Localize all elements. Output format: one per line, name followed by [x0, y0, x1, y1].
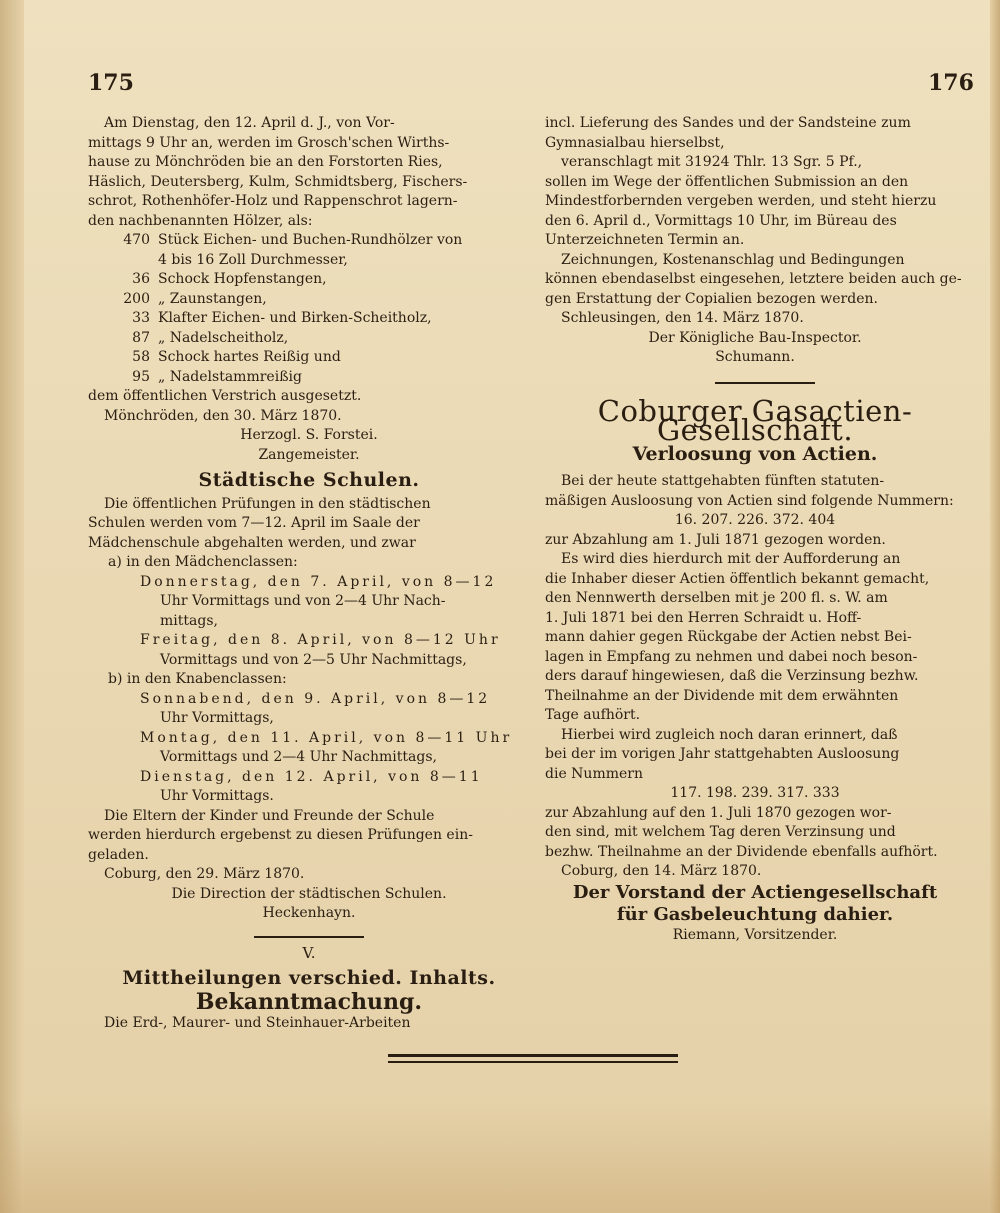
schools-notice: [88, 471, 530, 924]
text-line: mann dahier gegen Rückgabe der Actien nebst Bei-: [545, 629, 912, 645]
text-line: zur Abzahlung auf den 1. Juli 1870 gezogen wor-: [545, 804, 892, 821]
schedule-line: Vormittags und von 2—5 Uhr Nachmittags,: [160, 651, 467, 668]
text-line: Die öffentlichen Prüfungen in den städtischen: [104, 495, 431, 512]
right-column: [545, 114, 965, 945]
text-line: incl. Lieferung des Sandes und der Sandsteine zum: [545, 115, 911, 131]
text-line: Es wird dies hierdurch mit der Aufforderung an: [561, 551, 901, 567]
item-text: „ Nadelscheitholz,: [158, 329, 289, 346]
text-line: Die Eltern der Kinder und Freunde der Schule: [104, 807, 435, 824]
authority: für Gasbeleuchtung dahier.: [616, 903, 894, 925]
text-line: Am Dienstag, den 12. April d. J., von Vor-: [104, 115, 395, 131]
text-line: bezhw. Theilnahme an der Dividende ebenfalls aufhört.: [545, 843, 938, 860]
text-line: Hierbei wird zugleich noch daran erinnert, daß: [561, 726, 898, 743]
wood-item: [88, 329, 530, 349]
text-line: Unterzeichneten Termin an.: [545, 232, 745, 248]
drawn-numbers: 117. 198. 239. 317. 333: [670, 785, 840, 801]
text-line: Gymnasialbau hierselbst,: [545, 134, 725, 151]
item-quantity: 58: [132, 349, 150, 365]
section-heading: Städtische Schulen.: [198, 469, 420, 491]
wood-item: [88, 251, 530, 271]
item-quantity: 36: [132, 271, 150, 287]
page-edge-right: [990, 0, 1000, 1213]
page-number-right: 176: [928, 70, 974, 96]
text-line: ders darauf hingewiesen, daß die Verzinsung bezhw.: [545, 668, 919, 684]
subsection-label: a) in den Mädchenclassen:: [108, 554, 298, 570]
text-line: Mindestforbernden vergeben werden, und steht hierzu: [545, 193, 937, 209]
schedule-line: Montag, den 11. April, von 8—11 Uhr: [140, 729, 513, 746]
text-line: den Nennwerth derselben mit je 200 fl. s. W. am: [545, 590, 888, 606]
text-line: mittags 9 Uhr an, werden im Grosch'schen Wirths-: [88, 134, 450, 151]
item-quantity: 95: [132, 368, 150, 385]
signer: Heckenhayn.: [262, 905, 356, 921]
text-line: Theilnahme an der Dividende mit dem erwähnten: [545, 687, 899, 704]
place-date: Schleusingen, den 14. März 1870.: [561, 310, 804, 326]
item-quantity: 33: [132, 310, 150, 326]
text-line: schrot, Rothenhöfer-Holz und Rappenschrot lagern-: [88, 193, 458, 209]
text-line: Die Erd-, Maurer- und Steinhauer-Arbeiten: [104, 1015, 411, 1031]
building-notice: [545, 114, 965, 368]
text-line: Tage aufhört.: [545, 707, 641, 723]
item-text: „ Nadelstammreißig: [158, 368, 302, 385]
rule-line: [388, 1061, 678, 1063]
authority: Herzogl. S. Forstei.: [240, 427, 378, 443]
text-line: 1. Juli 1871 bei den Herren Schraidt u. Hoff-: [545, 609, 862, 626]
item-text: „ Zaunstangen,: [158, 290, 267, 307]
page-end-rule: [388, 1054, 678, 1067]
text-line: die Inhaber dieser Actien öffentlich bekannt gemacht,: [545, 570, 930, 587]
wood-item: [88, 270, 530, 290]
item-quantity: 470: [123, 232, 150, 248]
company-title: Coburger Gasactien-Gesellschaft.: [597, 393, 913, 447]
schedule-line: Vormittags und 2—4 Uhr Nachmittags,: [160, 749, 437, 765]
schedule-line: Uhr Vormittags.: [160, 788, 274, 804]
left-column: [88, 114, 530, 1034]
text-line: bei der im vorigen Jahr stattgehabten Ausloosung: [545, 746, 900, 762]
text-line: Zeichnungen, Kostenanschlag und Bedingungen: [561, 251, 905, 268]
text-line: hause zu Mönchröden bie an den Forstorten Ries,: [88, 154, 443, 170]
item-text: Schock Hopfenstangen,: [158, 271, 327, 287]
item-text: Klafter Eichen- und Birken-Scheitholz,: [158, 310, 432, 326]
text-line: veranschlagt mit 31924 Thlr. 13 Sgr. 5 Pf.,: [561, 154, 863, 170]
section-title: Mittheilungen verschied. Inhalts.: [122, 967, 496, 989]
page-edge-left: [0, 0, 24, 1213]
item-quantity: 200: [123, 290, 150, 307]
text-line: Schulen werden vom 7—12. April im Saale der: [88, 515, 420, 531]
text-line: geladen.: [88, 846, 149, 863]
text-line: Häslich, Deutersberg, Kulm, Schmidtsberg, Fischers-: [88, 173, 468, 190]
drawn-numbers: 16. 207. 226. 372. 404: [674, 512, 836, 528]
page-number-left: 175: [88, 70, 134, 96]
wood-item: [88, 348, 530, 368]
paper-stain: [0, 1103, 1000, 1213]
schedule-line: Uhr Vormittags und von 2—4 Uhr Nach-: [160, 593, 446, 609]
item-text: 4 bis 16 Zoll Durchmesser,: [158, 251, 348, 268]
place-date: Mönchröden, den 30. März 1870.: [104, 407, 342, 424]
wood-item: [88, 309, 530, 329]
text-line: Bei der heute stattgehabten fünften statuten-: [561, 473, 885, 489]
text-line: zur Abzahlung am 1. Juli 1871 gezogen worden.: [545, 531, 886, 548]
item-quantity: 87: [132, 329, 150, 346]
text-line: den sind, mit welchem Tag deren Verzinsung und: [545, 824, 896, 840]
wood-item: [88, 368, 530, 388]
authority: Der Königliche Bau-Inspector.: [648, 329, 862, 346]
separator-rule: [715, 382, 815, 384]
separator-rule: [254, 936, 364, 938]
auction-notice: [88, 114, 530, 465]
gas-notice: [545, 393, 965, 946]
subsection-label: b) in den Knabenclassen:: [108, 671, 287, 687]
item-quantity: [88, 251, 158, 271]
place-date: Coburg, den 29. März 1870.: [104, 866, 305, 882]
rule-line: [388, 1054, 678, 1057]
item-text: Stück Eichen- und Buchen-Rundhölzer von: [158, 232, 463, 248]
signer: Zangemeister.: [258, 446, 360, 463]
schedule-line: Sonnabend, den 9. April, von 8—12: [140, 690, 491, 707]
schedule-line: Freitag, den 8. April, von 8—12 Uhr: [140, 632, 501, 648]
wood-item: [88, 231, 530, 251]
text-line: werden hierdurch ergebenst zu diesen Prüfungen ein-: [88, 827, 473, 843]
text-line: den 6. April d., Vormittags 10 Uhr, im Büreau des: [545, 212, 897, 229]
signer: Schumann.: [715, 349, 795, 365]
announcement-heading: Bekanntmachung.: [195, 988, 423, 1015]
schedule-line: Dienstag, den 12. April, von 8—11: [140, 768, 483, 785]
authority: Der Vorstand der Actiengesellschaft: [572, 881, 938, 903]
text-line: die Nummern: [545, 765, 643, 782]
section-numeral: V.: [302, 943, 316, 962]
wood-item: [88, 290, 530, 310]
notice-subtitle: Verloosung von Actien.: [632, 442, 878, 465]
schedule-line: Uhr Vormittags,: [160, 710, 274, 726]
text-line: den nachbenannten Hölzer, als:: [88, 212, 313, 229]
place-date: Coburg, den 14. März 1870.: [561, 863, 762, 879]
schedule-line: mittags,: [160, 612, 218, 629]
text-line: gen Erstattung der Copialien bezogen werden.: [545, 290, 878, 307]
text-line: lagen in Empfang zu nehmen und dabei noch beson-: [545, 648, 918, 665]
authority: Die Direction der städtischen Schulen.: [171, 885, 447, 902]
text-line: dem öffentlichen Verstrich ausgesetzt.: [88, 388, 362, 404]
text-line: mäßigen Ausloosung von Actien sind folgende Nummern:: [545, 492, 954, 509]
signer: Riemann, Vorsitzender.: [672, 926, 838, 943]
item-text: Schock hartes Reißig und: [158, 349, 341, 365]
misc-section: [88, 944, 530, 1034]
text-line: sollen im Wege der öffentlichen Submission an den: [545, 173, 909, 190]
schedule-line: Donnerstag, den 7. April, von 8—12: [140, 573, 497, 590]
text-line: Mädchenschule abgehalten werden, und zwar: [88, 534, 416, 551]
text-line: können ebendaselbst eingesehen, letztere beiden auch ge-: [545, 271, 962, 287]
